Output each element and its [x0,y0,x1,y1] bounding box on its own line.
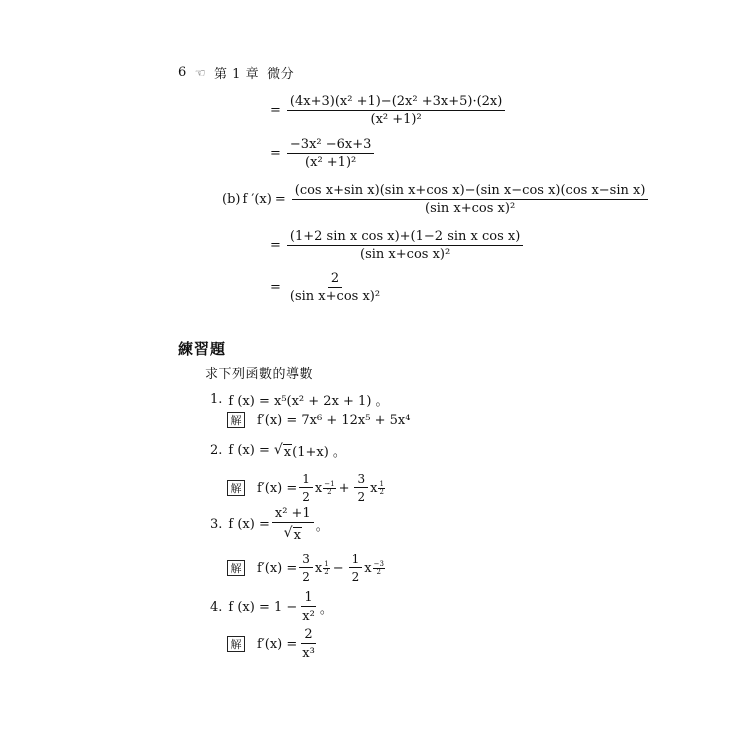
worked-line-1 [270,95,507,128]
numerator: (1+2 sin x cos x)+(1−2 sin x cos x) [287,230,523,246]
equals-sign: = [270,103,281,119]
question-prefix: f (x) = [228,443,270,458]
fraction [287,95,505,128]
numerator: 1 [349,552,363,568]
solution-badge: 解 [227,636,245,652]
denominator: 2 [351,570,360,584]
numerator: 2 [328,272,342,288]
exercise-instruction: 求下列函數的導數 [205,367,314,382]
denominator: (sin x+cos x)² [425,201,516,217]
fraction [287,138,375,171]
question-suffix: 。 [315,519,329,534]
exercise-number: 1. [210,392,223,407]
variable: x [314,480,323,496]
denominator: x² [302,609,315,624]
numerator: x² +1 [272,506,314,523]
coefficient-fraction [299,472,313,504]
radical-sign-icon: √ [283,525,293,541]
numerator: −3x² −6x+3 [287,138,375,154]
radical-sign-icon: √ [273,441,283,458]
answer-prefix: f′(x) = [257,560,298,576]
exponent-denominator: 2 [324,567,329,576]
exercise-number: 2. [210,443,223,458]
denominator: (x² +1)² [370,112,422,128]
numerator: 2 [301,627,315,644]
question-prefix: f (x) = [228,517,270,532]
denominator [281,523,305,543]
equals-sign: = [270,146,281,162]
coefficient-fraction [299,552,313,584]
answer-prefix: f′(x) = [257,636,298,652]
worked-line-2 [270,138,376,171]
pointing-hand-icon: ☜ [194,65,207,80]
denominator: (sin x+cos x)² [289,289,381,305]
coefficient-fraction [349,552,363,584]
numerator: 1 [301,590,315,607]
minus-sign: − [332,560,344,576]
denominator: (sin x+cos x)² [360,247,451,263]
numerator: 1 [299,472,313,488]
radicand: x [283,444,292,460]
page-number: 6 [178,65,187,80]
page-header [178,63,294,82]
exponent-numerator: −1 [324,479,335,488]
numerator: 3 [354,472,368,488]
exponent-denominator: 2 [327,487,332,496]
exponent-fraction [323,481,335,496]
chapter-title: 微分 [267,67,295,82]
exponent-fraction [373,561,385,576]
question-suffix: (1+x) 。 [292,445,346,460]
fraction [299,627,318,661]
denominator: 2 [302,490,310,504]
answer-prefix: f′(x) = [257,480,298,496]
exercise-1 [210,390,389,409]
fraction [292,184,649,217]
exponent-denominator: 2 [379,487,384,496]
equals-sign: = [270,238,281,254]
answer-3 [227,552,385,584]
numerator: (cos x+sin x)(sin x+cos x)−(sin x−cos x)(cos x−sin x) [292,184,649,200]
exponent-fraction [323,561,329,576]
exercise-number: 3. [210,517,223,532]
exponent-numerator: 1 [379,479,384,488]
equals-sign: = [270,280,281,296]
fraction [299,590,318,624]
answer-2 [227,472,385,504]
part-label: (b) [222,192,241,208]
worked-line-4 [270,230,525,263]
coefficient-fraction [354,472,368,504]
square-root [274,442,292,460]
exercise-3 [210,506,329,543]
solution-badge: 解 [227,412,245,428]
solution-badge: 解 [227,560,245,576]
denominator: x³ [302,646,315,661]
worked-part-b [222,184,650,217]
radicand: x [293,528,301,543]
square-root [284,525,302,543]
equals-sign: = [274,192,286,208]
numerator: (4x+3)(x² +1)−(2x² +3x+5)·(2x) [287,95,505,111]
variable: x [314,560,323,576]
denominator: 2 [302,570,310,584]
exponent-numerator: 1 [324,559,329,568]
answer-expression: f′(x) = 7x⁶ + 12x⁵ + 5x⁴ [257,412,411,428]
variable: x [364,560,372,576]
exercise-4 [210,590,333,624]
exercise-question: f (x) = x⁵(x² + 2x + 1) 。 [228,394,389,409]
exponent-numerator: −3 [373,559,384,568]
answer-4 [227,627,320,661]
denominator: (x² +1)² [305,155,357,171]
exercise-number: 4. [210,599,223,615]
section-title: 練習題 [178,340,227,358]
plus-sign: + [338,480,350,496]
fraction [272,506,314,543]
worked-line-5 [270,272,385,305]
chapter-label: 第 1 章 [214,67,260,82]
exercise-2 [210,441,346,460]
solution-badge: 解 [227,480,245,496]
exponent-denominator: 2 [376,567,381,576]
numerator: 3 [299,552,313,568]
fraction [287,272,383,305]
question-prefix: f (x) = 1 − [228,599,298,615]
exponent-fraction [378,481,384,496]
question-suffix: 。 [319,601,333,617]
variable: x [370,480,378,496]
fraction [287,230,523,263]
denominator: 2 [357,490,366,504]
derivative-lhs: f ′(x) [242,192,272,208]
answer-1 [227,412,410,428]
